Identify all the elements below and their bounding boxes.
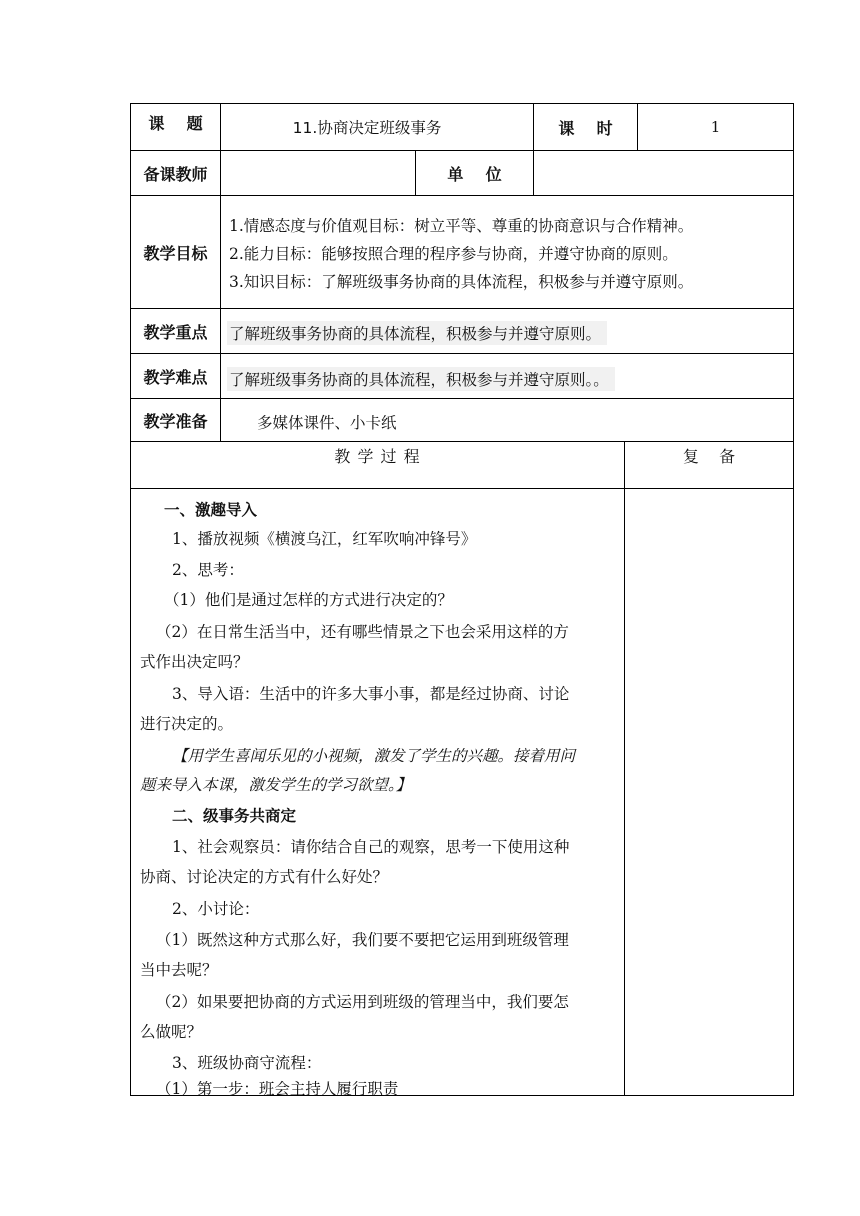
key-points-value: 了解班级事务协商的具体流程，积极参与并遵守原则。 [227,321,607,345]
process-line: 么做呢？ [140,1023,203,1041]
difficulties-value: 了解班级事务协商的具体流程，积极参与并遵守原则。。 [227,367,615,391]
objectives-label: 教学目标 [143,243,208,263]
teacher-label: 备课教师 [143,164,208,184]
objective-item: 3.知识目标：了解班级事务协商的具体流程，积极参与并遵守原则。 [229,273,694,291]
design-note: 【用学生喜闻乐见的小视频，激发了学生的兴趣。接着用问 [172,747,576,765]
design-note: 题来导入本课，激发学生的学习欲望。】 [140,776,412,794]
key-points-label: 教学重点 [143,322,208,342]
section-heading: 一、激趣导入 [164,501,258,519]
topic-label: 课 题 [148,113,203,133]
objectives-content [221,196,793,308]
review-header: 复 备 [682,446,736,466]
section-heading: 二、级事务共商定 [172,807,297,825]
review-column[interactable] [625,489,793,1095]
unit-value [534,151,793,195]
teacher-value [221,151,415,195]
difficulties-content [221,354,793,398]
process-line: 3、班级协商守流程： [172,1054,322,1072]
process-line: 当中去呢？ [140,961,218,979]
key-points-content [221,309,793,353]
difficulties-label: 教学难点 [143,367,208,387]
process-line: （1）他们是通过怎样的方式进行决定的？ [164,591,453,609]
process-line: （2）在日常生活当中，还有哪些情景之下也会采用这样的方 [156,623,569,641]
process-line: （2）如果要把协商的方式运用到班级的管理当中，我们要怎 [156,993,569,1011]
process-line: 2、小讨论： [172,900,260,918]
process-line: 进行决定的。 [140,715,234,733]
objective-item: 1.情感态度与价值观目标：树立平等、尊重的协商意识与合作精神。 [229,217,694,235]
table-border-right [793,103,794,1096]
process-header: 教 学 过 程 [334,446,421,466]
process-line: 协商、讨论决定的方式有什么好处？ [140,868,389,886]
hours-label: 课 时 [558,118,613,138]
process-line: 1、播放视频《横渡乌江，红军吹响冲锋号》 [172,530,477,548]
process-line: （1）第一步：班会主持人履行职责 [156,1080,399,1098]
process-line: 3、导入语：生活中的许多大事小事，都是经过协商、讨论 [172,685,570,703]
preparation-label: 教学准备 [143,411,208,431]
preparation-content [221,399,793,441]
preparation-value: 多媒体课件、小卡纸 [257,414,397,432]
process-content [131,489,624,1098]
unit-label: 单 位 [447,164,502,184]
topic-value: 11.协商决定班级事务 [292,119,442,137]
hours-value: 1 [710,118,721,136]
process-line: 1、社会观察员：请你结合自己的观察，思考一下使用这种 [172,838,570,856]
process-line: 式作出决定吗？ [140,653,249,671]
objective-item: 2.能力目标：能够按照合理的程序参与协商，并遵守协商的原则。 [229,245,678,263]
process-line: （1）既然这种方式那么好，我们要不要把它运用到班级管理 [156,931,569,949]
process-line: 2、思考： [172,561,244,579]
